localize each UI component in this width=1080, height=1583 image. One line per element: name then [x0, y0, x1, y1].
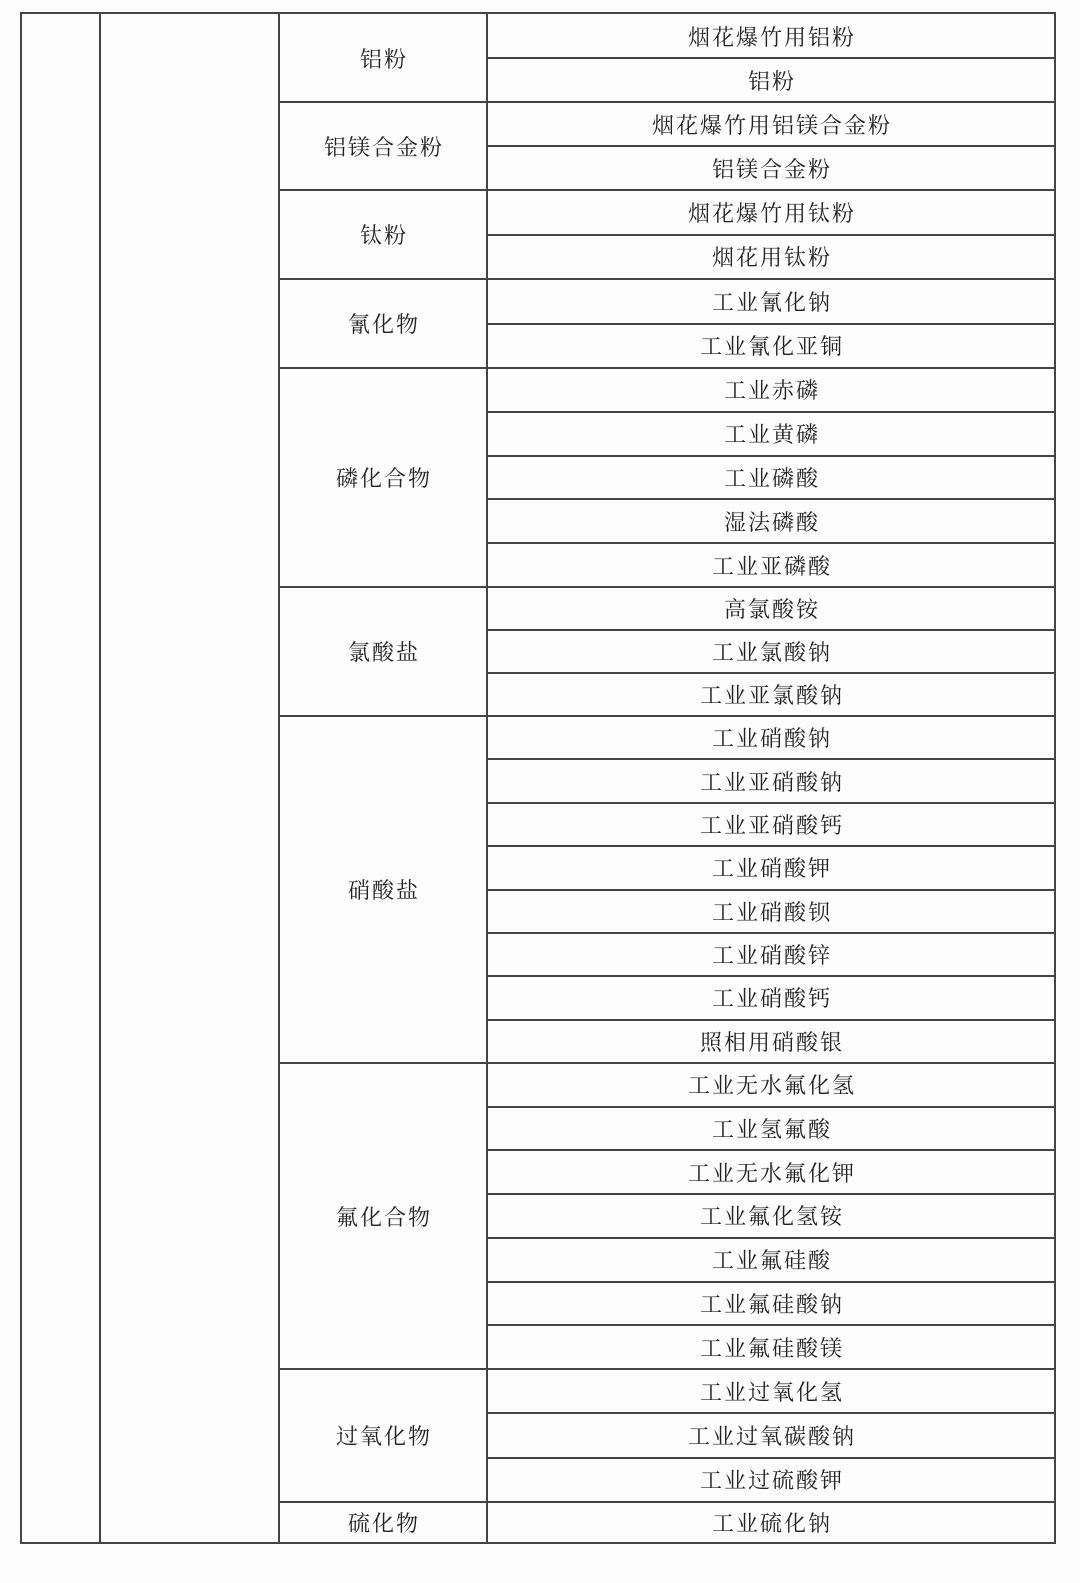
product-cell: 工业亚氯酸钠: [699, 684, 844, 709]
row-divider: [486, 932, 1056, 934]
product-cell: 工业氯酸钠: [711, 641, 832, 666]
row-divider: [486, 1106, 1056, 1108]
row-divider: [486, 1237, 1056, 1239]
product-cell: 工业硝酸钙: [711, 987, 832, 1013]
row-divider: [486, 323, 1056, 325]
product-cell: 工业亚硝酸钠: [699, 770, 844, 796]
row-divider: [486, 629, 1056, 631]
row-divider: [486, 145, 1056, 147]
product-cell: 铝粉: [747, 69, 796, 95]
category-cell: 氯酸盐: [347, 641, 420, 666]
row-divider: [486, 57, 1056, 59]
row-divider: [486, 542, 1056, 544]
product-cell: 工业氟化氢铵: [699, 1205, 844, 1231]
column-divider-1: [99, 12, 101, 1544]
product-cell: 工业氟硅酸: [711, 1249, 832, 1275]
row-divider: [486, 498, 1056, 500]
row-divider: [486, 1019, 1056, 1021]
product-cell: 工业硝酸钡: [711, 900, 832, 926]
row-divider: [486, 1149, 1056, 1151]
product-cell: 工业氰化亚铜: [699, 335, 844, 361]
row-divider: [486, 1324, 1056, 1326]
category-cell: 氟化合物: [335, 1205, 432, 1231]
row-divider: [486, 234, 1056, 236]
category-cell: 氰化物: [347, 313, 420, 338]
category-cell: 磷化合物: [335, 467, 432, 492]
column-divider-3: [486, 12, 488, 1544]
row-divider: [486, 1412, 1056, 1414]
column-divider-2: [278, 12, 280, 1544]
row-divider: [486, 889, 1056, 891]
product-cell: 烟花爆竹用铝镁合金粉: [651, 113, 892, 139]
row-divider: [486, 411, 1056, 413]
product-cell: 工业硝酸钠: [711, 727, 832, 753]
product-cell: 照相用硝酸银: [699, 1030, 844, 1056]
row-divider: [486, 802, 1056, 804]
row-divider: [486, 975, 1056, 977]
category-cell: 钛粉: [359, 224, 408, 249]
product-cell: 工业硝酸钾: [711, 857, 832, 883]
row-divider: [486, 758, 1056, 760]
product-cell: 工业无水氟化氢: [687, 1074, 856, 1100]
product-cell: 工业硝酸锌: [711, 944, 832, 970]
product-cell: 工业过硫酸钾: [699, 1469, 844, 1495]
category-cell: 硫化物: [347, 1512, 420, 1537]
product-cell: 湿法磷酸: [723, 510, 820, 536]
product-cell: 工业亚硝酸钙: [699, 813, 844, 839]
row-divider: [486, 1193, 1056, 1195]
product-cell: 工业过氧碳酸钠: [687, 1424, 856, 1450]
product-cell: 工业赤磷: [723, 379, 820, 405]
product-cell: 工业黄磷: [723, 423, 820, 449]
category-cell: 铝粉: [359, 47, 408, 73]
product-cell: 工业氢氟酸: [711, 1118, 832, 1144]
product-cell: 工业氰化钠: [711, 290, 832, 316]
row-divider: [486, 845, 1056, 847]
product-cell: 烟花用钛粉: [711, 246, 832, 272]
product-cell: 工业亚磷酸: [711, 554, 832, 580]
row-divider: [486, 455, 1056, 457]
product-cell: 工业氟硅酸镁: [699, 1336, 844, 1362]
product-cell: 工业磷酸: [723, 466, 820, 492]
category-cell: 过氧化物: [335, 1425, 432, 1450]
product-cell: 工业无水氟化钾: [687, 1161, 856, 1187]
product-cell: 铝镁合金粉: [711, 157, 832, 183]
row-divider: [486, 1281, 1056, 1283]
row-divider: [486, 672, 1056, 674]
category-cell: 硝酸盐: [347, 879, 420, 904]
row-divider: [486, 1457, 1056, 1459]
product-cell: 高氯酸铵: [723, 598, 820, 623]
category-cell: 铝镁合金粉: [323, 135, 444, 161]
product-cell: 工业硫化钠: [711, 1512, 832, 1537]
product-cell: 工业过氧化氢: [699, 1380, 844, 1406]
product-cell: 烟花爆竹用铝粉: [687, 25, 856, 51]
product-cell: 工业氟硅酸钠: [699, 1292, 844, 1318]
product-cell: 烟花爆竹用钛粉: [687, 201, 856, 227]
